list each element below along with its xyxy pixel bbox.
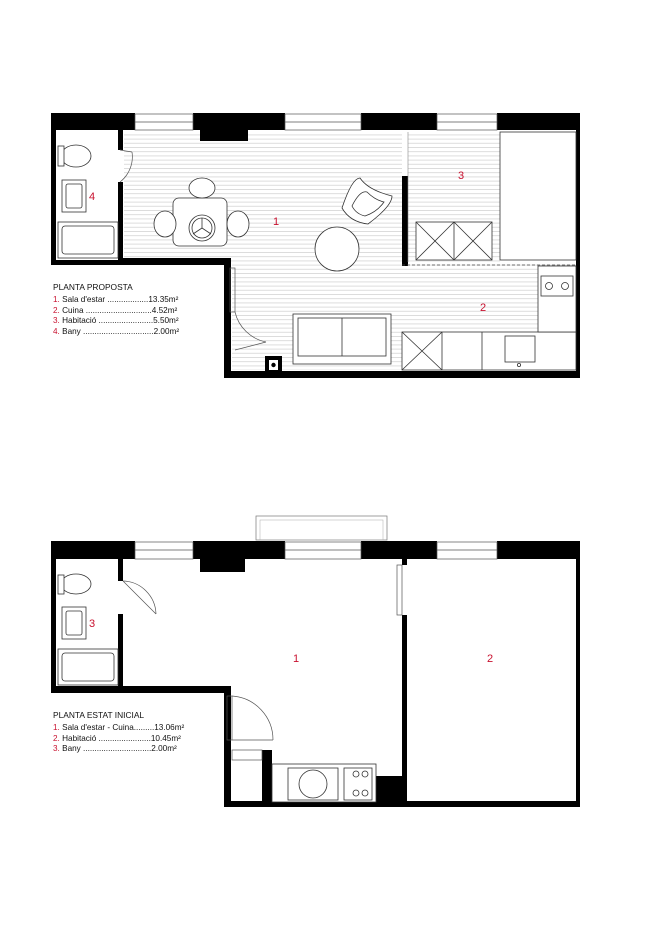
legend-item <box>53 306 179 316</box>
room-label-2: 2 <box>480 302 487 314</box>
proposed-plan <box>51 113 580 378</box>
legend-num: 1. <box>53 723 60 733</box>
room-label-4: 4 <box>89 191 96 203</box>
legend-text: Sala d'estar - Cuina.........13.06m² <box>59 723 185 733</box>
initial-room-label-1: 1 <box>293 653 300 665</box>
legend-item <box>53 744 184 754</box>
legend-text: Sala d'estar ..................13.35m² <box>59 295 179 305</box>
legend-text: Habitació .......................10.45m² <box>59 733 181 743</box>
legend-item <box>53 327 179 337</box>
legend-text: Bany ..............................2.00m² <box>59 744 177 754</box>
legend-num: 3. <box>53 316 60 326</box>
legend-item <box>53 295 179 305</box>
legend-item <box>53 316 179 326</box>
legend-item <box>53 723 184 733</box>
legend-item <box>53 734 184 744</box>
legend-num: 2. <box>53 305 60 315</box>
legend-text: Habitació ........................5.50m² <box>59 316 179 326</box>
legend-num: 1. <box>53 295 60 305</box>
legend-text: Bany ...............................2.00m² <box>59 326 180 336</box>
room-label-3: 3 <box>458 170 465 182</box>
legend-num: 2. <box>53 733 60 743</box>
legend-proposed <box>53 282 179 337</box>
legend-num: 3. <box>53 744 60 754</box>
initial-room-label-3: 3 <box>89 618 96 630</box>
room-label-1: 1 <box>273 216 280 228</box>
legend-title: PLANTA ESTAT INICIAL <box>53 710 145 720</box>
initial-room-label-2: 2 <box>487 653 494 665</box>
legend-text: Cuina .............................4.52m² <box>59 305 178 315</box>
legend-num: 4. <box>53 326 60 336</box>
legend-title: PLANTA PROPOSTA <box>53 282 133 292</box>
initial-plan <box>51 516 580 807</box>
legend-initial <box>53 710 184 755</box>
